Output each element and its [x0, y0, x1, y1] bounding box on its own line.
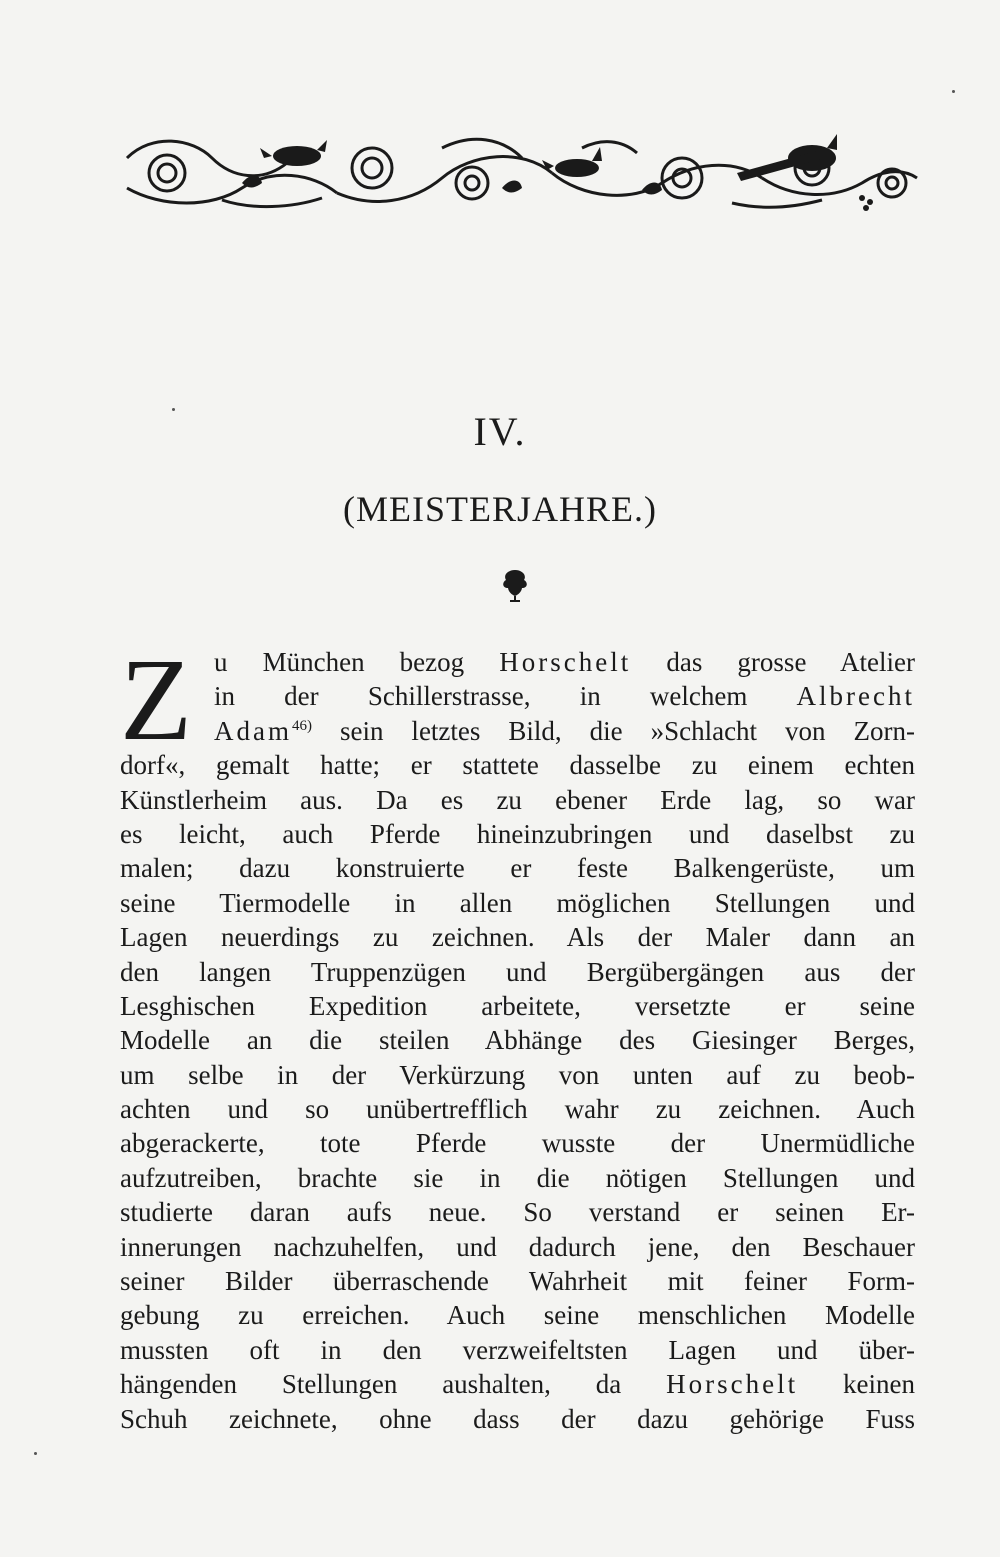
text-line: Schuh zeichnete, ohne dass der dazu gehörige Fuss: [120, 1403, 915, 1434]
text-line: studierte daran aufs neue. So verstand er seinen Er-: [120, 1197, 915, 1228]
text-line: aufzutreiben, brachte sie in die nötigen Stellungen und: [120, 1162, 915, 1193]
chapter-number: IV.: [473, 409, 527, 454]
text-line: den langen Truppenzügen und Bergübergängen aus der: [120, 956, 915, 987]
text-line: hängenden Stellungen aushalten, da Horschelt keinen: [120, 1369, 915, 1400]
text-line: Lesghischen Expedition arbeitete, versetzte er seine: [120, 990, 915, 1021]
drop-cap: Z: [120, 634, 193, 765]
text-line: mussten oft in den verzweifeltsten Lagen und über-: [120, 1334, 915, 1365]
text-line: innerungen nachzuhelfen, und dadurch jene, den Beschauer: [120, 1231, 915, 1262]
text-line: seiner Bilder überraschende Wahrheit mit feiner Form-: [120, 1266, 915, 1297]
text-line: um selbe in der Verkürzung von unten auf zu beob-: [120, 1059, 915, 1090]
paper-speck: [952, 90, 955, 93]
text-line: es leicht, auch Pferde hineinzubringen und daselbst zu: [120, 818, 915, 849]
text-line: in der Schillerstrasse, in welchem Albrecht: [214, 681, 915, 712]
text-line: abgerackerte, tote Pferde wusste der Unermüdliche: [120, 1128, 915, 1159]
paper-speck: [34, 1452, 37, 1455]
chapter-title: (MEISTERJAHRE.): [343, 489, 657, 529]
text-line: Adam$^{46)}$ sein letztes Bild, die »Schlacht von Zorn-: [214, 715, 915, 746]
text-line: u München bezog Horschelt das grosse Atelier: [214, 647, 915, 677]
text-line: Künstlerheim aus. Da es zu ebener Erde lag, so war: [120, 784, 915, 815]
paper-speck: [172, 408, 175, 411]
text-line: malen; dazu konstruierte er feste Balkengerüste, um: [120, 853, 915, 884]
text-line: seine Tiermodelle in allen möglichen Stellungen und: [120, 887, 915, 918]
text-line: Modelle an die steilen Abhänge des Giesinger Berges,: [120, 1025, 915, 1056]
fleuron-icon: [500, 566, 530, 604]
text-line: Lagen neuerdings zu zeichnen. Als der Maler dann an: [120, 922, 915, 953]
text-line: achten und so unübertrefflich wahr zu zeichnen. Auch: [120, 1094, 915, 1125]
text-line: gebung zu erreichen. Auch seine menschlichen Modelle: [120, 1300, 915, 1331]
footnote-ref: 46): [291, 717, 312, 734]
body-text: [120, 634, 915, 1436]
text-line: dorf«, gemalt hatte; er stattete dasselbe zu einem echten: [120, 750, 915, 781]
decorative-vine-border: [122, 128, 922, 213]
